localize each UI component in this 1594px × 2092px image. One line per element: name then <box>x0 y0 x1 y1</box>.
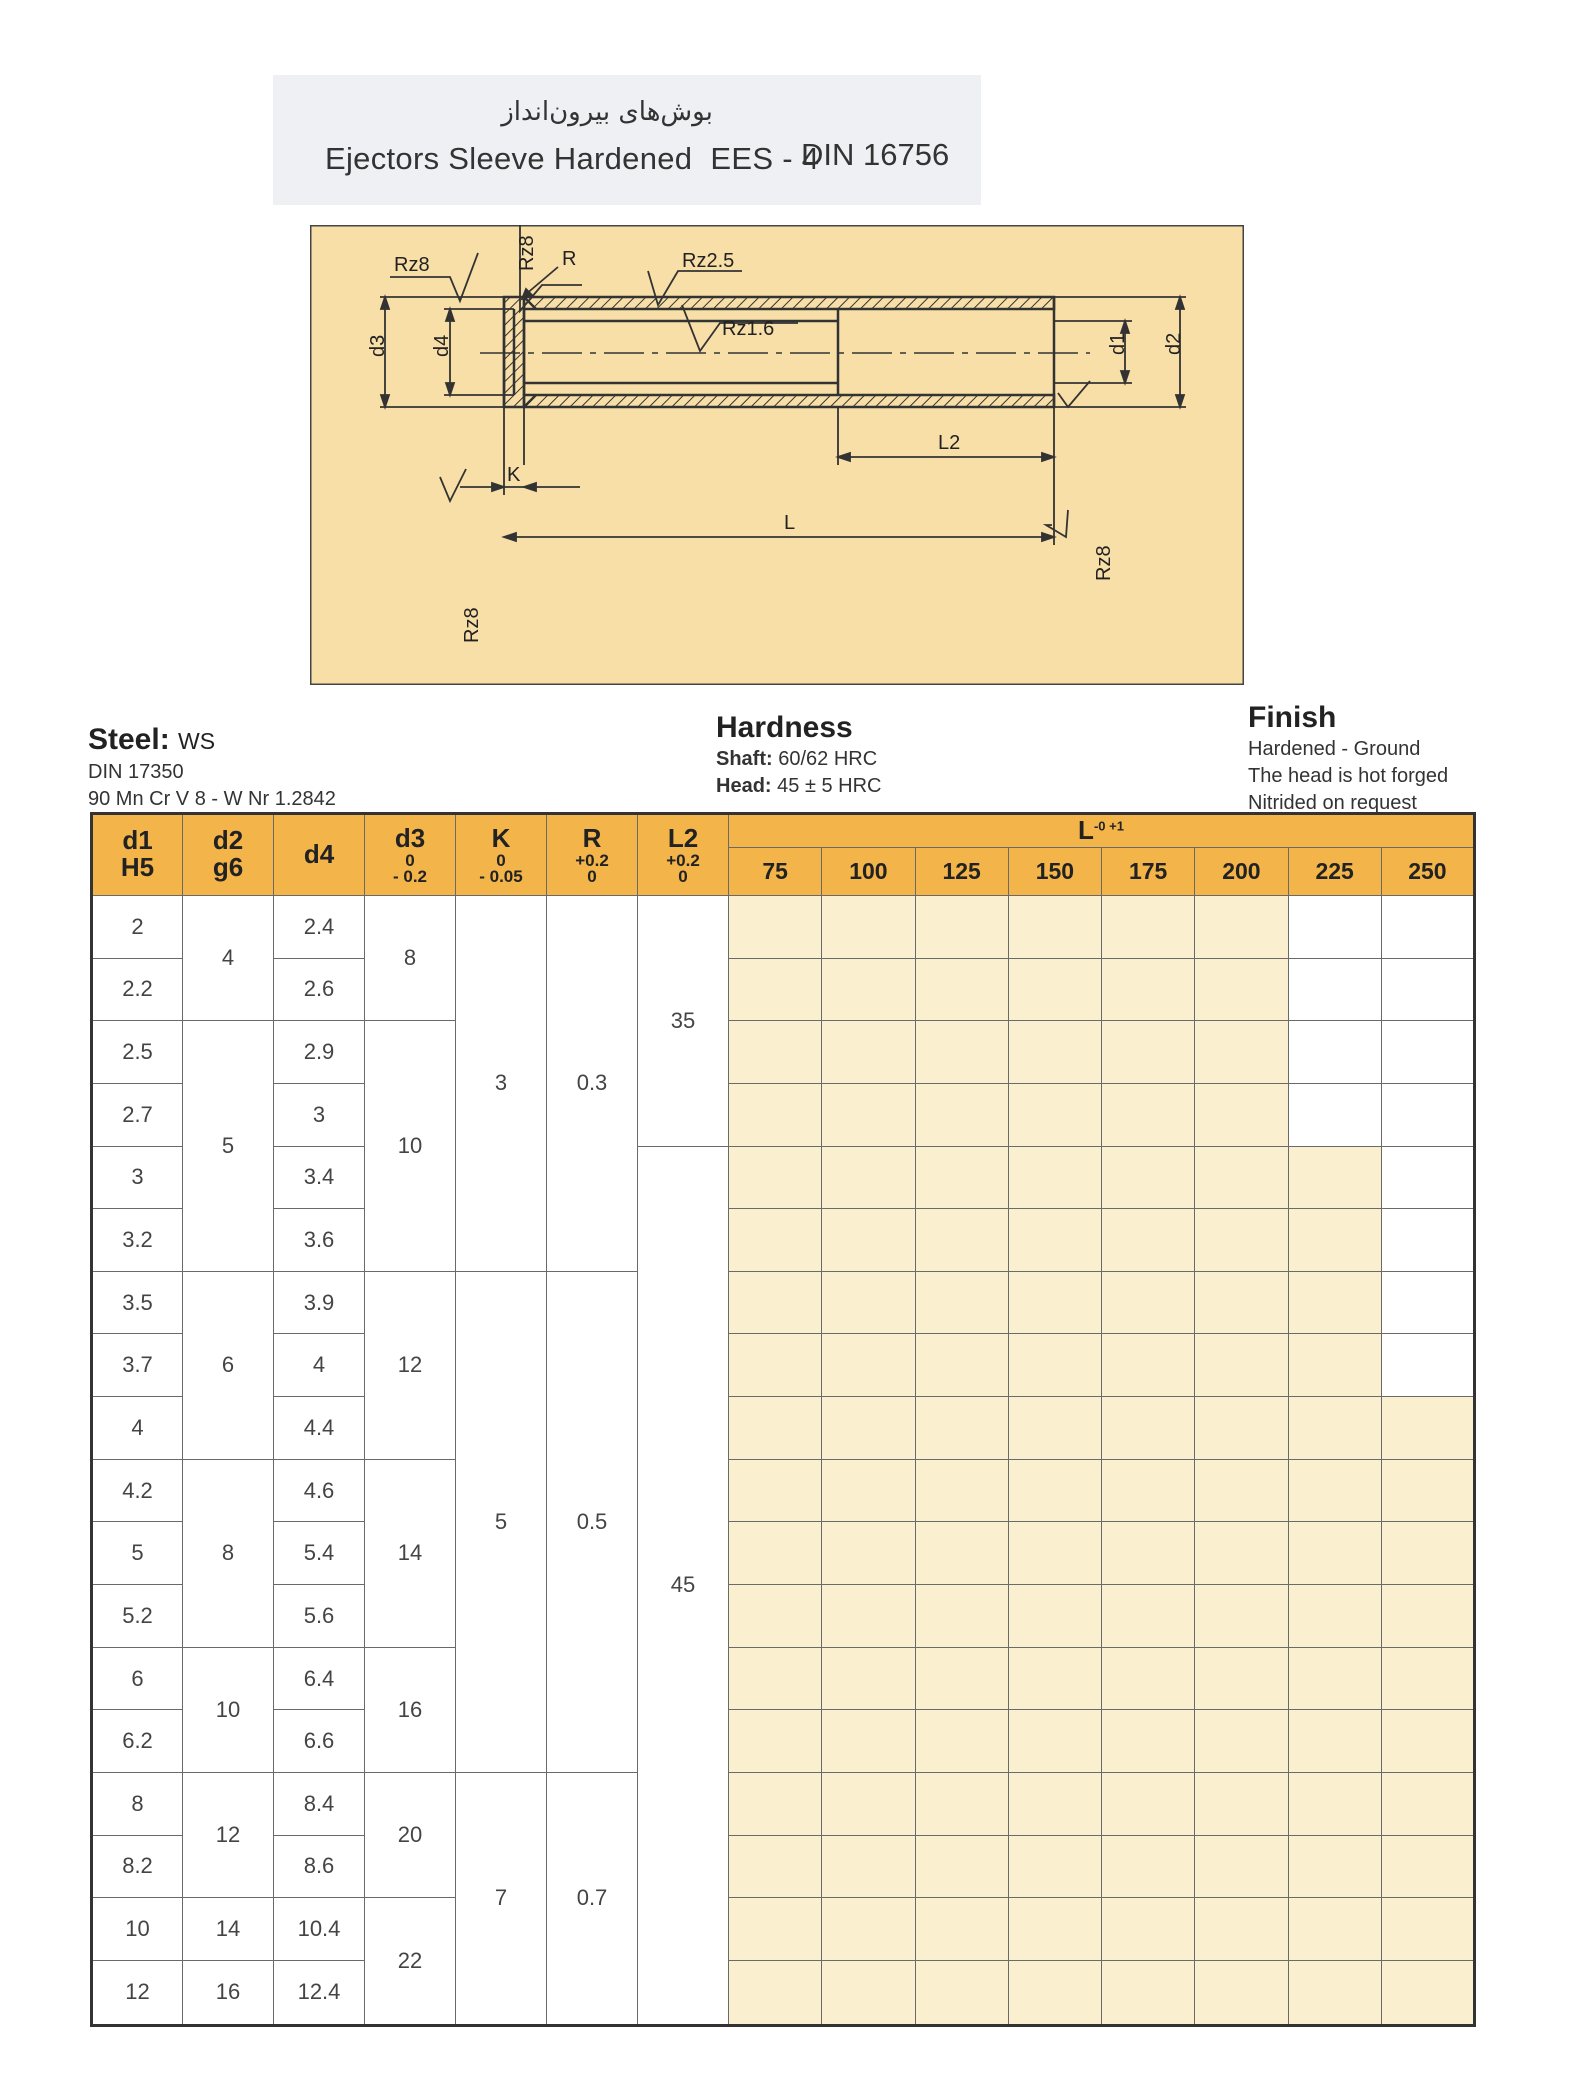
cell-length-250 <box>1381 1146 1474 1209</box>
cell-length-125 <box>915 1835 1008 1898</box>
cell-length-175 <box>1102 1772 1195 1835</box>
header-length-225: 225 <box>1288 848 1381 896</box>
cell-d4: 3.9 <box>274 1271 365 1334</box>
cell-d1: 2.5 <box>92 1021 183 1084</box>
cell-length-200 <box>1195 1835 1288 1898</box>
cell-d2: 10 <box>183 1647 274 1772</box>
label-rz8-bottom: Rz8 <box>461 607 483 643</box>
header-length-150: 150 <box>1008 848 1101 896</box>
hardness-label: Hardness <box>716 711 853 744</box>
cell-d4: 4.6 <box>274 1459 365 1522</box>
head-value: 45 ± 5 HRC <box>777 775 882 797</box>
table-row <box>92 1835 1475 1898</box>
table-row <box>92 1209 1475 1272</box>
cell-length-175 <box>1102 1459 1195 1522</box>
cell-length-150 <box>1008 1146 1101 1209</box>
cell-length-225 <box>1288 1271 1381 1334</box>
cell-length-200 <box>1195 1209 1288 1272</box>
cell-d4: 2.6 <box>274 958 365 1021</box>
hardness-spec <box>716 710 882 800</box>
cell-length-75 <box>729 1772 822 1835</box>
cell-d1: 3.2 <box>92 1209 183 1272</box>
steel-spec <box>88 722 336 813</box>
table-row <box>92 1710 1475 1773</box>
cell-length-225 <box>1288 1960 1381 2025</box>
cell-r: 0.7 <box>547 1772 638 2025</box>
cell-length-225 <box>1288 1334 1381 1397</box>
cell-length-100 <box>822 896 915 959</box>
finish-line: Hardened - Ground <box>1248 738 1421 760</box>
label-d3: d3 <box>367 334 389 357</box>
cell-d4: 5.6 <box>274 1585 365 1648</box>
cell-length-100 <box>822 1772 915 1835</box>
cell-d1: 6 <box>92 1647 183 1710</box>
cell-d2: 16 <box>183 1960 274 2025</box>
cell-length-175 <box>1102 1083 1195 1146</box>
cell-length-175 <box>1102 1209 1195 1272</box>
cell-length-250 <box>1381 1083 1474 1146</box>
cell-d4: 6.6 <box>274 1710 365 1773</box>
cell-d4: 8.4 <box>274 1772 365 1835</box>
cell-length-125 <box>915 1772 1008 1835</box>
cell-length-125 <box>915 1585 1008 1648</box>
cell-length-175 <box>1102 1146 1195 1209</box>
cell-length-250 <box>1381 1960 1474 2025</box>
cell-length-200 <box>1195 1585 1288 1648</box>
cell-length-100 <box>822 958 915 1021</box>
cell-d4: 3.4 <box>274 1146 365 1209</box>
cell-length-75 <box>729 1647 822 1710</box>
cell-length-175 <box>1102 1271 1195 1334</box>
cell-d1: 5 <box>92 1522 183 1585</box>
table-row <box>92 1585 1475 1648</box>
cell-length-250 <box>1381 1710 1474 1773</box>
cell-length-125 <box>915 1271 1008 1334</box>
cell-length-150 <box>1008 1209 1101 1272</box>
cell-length-150 <box>1008 1083 1101 1146</box>
label-d4: d4 <box>431 334 453 357</box>
header-d1: d1 H5 <box>92 814 183 896</box>
cell-length-125 <box>915 896 1008 959</box>
cell-length-75 <box>729 1146 822 1209</box>
cell-length-100 <box>822 1522 915 1585</box>
steel-din: DIN 17350 <box>88 761 184 783</box>
finish-line: The head is hot forged <box>1248 765 1449 787</box>
cell-length-125 <box>915 1397 1008 1460</box>
cell-length-75 <box>729 1898 822 1961</box>
cell-d2: 6 <box>183 1271 274 1459</box>
cell-d1: 5.2 <box>92 1585 183 1648</box>
cell-length-175 <box>1102 1710 1195 1773</box>
cell-length-175 <box>1102 1835 1195 1898</box>
cell-length-250 <box>1381 1898 1474 1961</box>
cell-d1: 4 <box>92 1397 183 1460</box>
cell-length-125 <box>915 1459 1008 1522</box>
cell-length-200 <box>1195 1083 1288 1146</box>
cell-length-250 <box>1381 1271 1474 1334</box>
cell-length-150 <box>1008 1772 1101 1835</box>
cell-length-100 <box>822 1021 915 1084</box>
table-row <box>92 1397 1475 1460</box>
cell-d1: 4.2 <box>92 1459 183 1522</box>
cell-d4: 2.9 <box>274 1021 365 1084</box>
cell-length-225 <box>1288 896 1381 959</box>
header-length-200: 200 <box>1195 848 1288 896</box>
cell-d4: 6.4 <box>274 1647 365 1710</box>
cell-length-150 <box>1008 1585 1101 1648</box>
label-rz25: Rz2.5 <box>682 250 735 272</box>
table-row <box>92 1334 1475 1397</box>
cell-length-225 <box>1288 1397 1381 1460</box>
title-product-name: Ejectors Sleeve Hardened <box>325 141 693 176</box>
cell-length-200 <box>1195 1397 1288 1460</box>
cell-length-200 <box>1195 1146 1288 1209</box>
cell-length-225 <box>1288 1647 1381 1710</box>
steel-material: 90 Mn Cr V 8 - W Nr 1.2842 <box>88 788 336 810</box>
label-l2: L2 <box>938 432 961 454</box>
cell-length-200 <box>1195 1271 1288 1334</box>
cell-d2: 8 <box>183 1459 274 1647</box>
cell-length-200 <box>1195 1334 1288 1397</box>
cell-length-225 <box>1288 1021 1381 1084</box>
finish-line: Nitrided on request <box>1248 792 1417 814</box>
cell-length-75 <box>729 1397 822 1460</box>
cell-length-125 <box>915 1209 1008 1272</box>
cell-length-100 <box>822 1083 915 1146</box>
table-row <box>92 1146 1475 1209</box>
cell-d1: 2 <box>92 896 183 959</box>
label-d1: d1 <box>1107 332 1129 355</box>
label-r: R <box>562 248 577 270</box>
cell-length-75 <box>729 1710 822 1773</box>
table-row <box>92 896 1475 959</box>
cell-length-75 <box>729 1083 822 1146</box>
cell-d1: 6.2 <box>92 1710 183 1773</box>
cell-length-200 <box>1195 1772 1288 1835</box>
cell-d1: 3.7 <box>92 1334 183 1397</box>
cell-length-100 <box>822 1271 915 1334</box>
cell-length-125 <box>915 1146 1008 1209</box>
cell-d2: 12 <box>183 1772 274 1897</box>
shaft-value: 60/62 HRC <box>778 748 878 770</box>
cell-length-250 <box>1381 1772 1474 1835</box>
cell-d3: 8 <box>365 896 456 1021</box>
cell-d4: 2.4 <box>274 896 365 959</box>
cell-length-200 <box>1195 1960 1288 2025</box>
table-row <box>92 1898 1475 1961</box>
title-product-code: EES - 4 <box>710 141 820 176</box>
cell-length-125 <box>915 1898 1008 1961</box>
cell-length-150 <box>1008 1021 1101 1084</box>
cell-l2: 45 <box>638 1146 729 2025</box>
header-k: K 0 - 0.05 <box>456 814 547 896</box>
cell-length-250 <box>1381 1459 1474 1522</box>
cell-length-75 <box>729 1271 822 1334</box>
cell-d4: 3 <box>274 1083 365 1146</box>
cell-length-250 <box>1381 1209 1474 1272</box>
cell-length-225 <box>1288 1522 1381 1585</box>
cell-length-200 <box>1195 896 1288 959</box>
cell-length-75 <box>729 1960 822 2025</box>
cell-length-200 <box>1195 1898 1288 1961</box>
cell-length-75 <box>729 958 822 1021</box>
label-rz8-top: Rz8 <box>516 235 538 271</box>
cell-length-75 <box>729 896 822 959</box>
cell-d1: 8 <box>92 1772 183 1835</box>
cell-length-100 <box>822 1710 915 1773</box>
cell-length-225 <box>1288 1710 1381 1773</box>
cell-length-150 <box>1008 1271 1101 1334</box>
table-row <box>92 1522 1475 1585</box>
cell-length-125 <box>915 1334 1008 1397</box>
cell-d1: 2.2 <box>92 958 183 1021</box>
cell-length-75 <box>729 1021 822 1084</box>
cell-length-225 <box>1288 958 1381 1021</box>
steel-grade: WS <box>178 728 216 754</box>
technical-drawing <box>310 225 1244 685</box>
cell-length-250 <box>1381 958 1474 1021</box>
header-length-125: 125 <box>915 848 1008 896</box>
cell-length-250 <box>1381 1585 1474 1648</box>
label-k: K <box>507 464 521 486</box>
cell-length-200 <box>1195 1522 1288 1585</box>
cell-d3: 22 <box>365 1898 456 2026</box>
cell-d2: 5 <box>183 1021 274 1272</box>
finish-spec <box>1248 700 1448 817</box>
cell-length-225 <box>1288 1585 1381 1648</box>
title-farsi: بوش‌های بیرون‌انداز <box>501 97 713 127</box>
cell-length-200 <box>1195 1710 1288 1773</box>
cell-d1: 10 <box>92 1898 183 1961</box>
cell-length-100 <box>822 1397 915 1460</box>
label-d2: d2 <box>1163 332 1185 355</box>
cell-length-175 <box>1102 958 1195 1021</box>
header-length-100: 100 <box>822 848 915 896</box>
header-d2: d2 g6 <box>183 814 274 896</box>
cell-length-250 <box>1381 1522 1474 1585</box>
cell-d4: 3.6 <box>274 1209 365 1272</box>
cell-length-150 <box>1008 958 1101 1021</box>
cell-length-125 <box>915 1647 1008 1710</box>
cell-k: 3 <box>456 896 547 1272</box>
cell-length-250 <box>1381 1397 1474 1460</box>
cell-length-150 <box>1008 896 1101 959</box>
header-l2: L2 +0.2 0 <box>638 814 729 896</box>
steel-label: Steel: <box>88 723 170 756</box>
header-length-250: 250 <box>1381 848 1474 896</box>
cell-d3: 20 <box>365 1772 456 1897</box>
header-d4: d4 <box>274 814 365 896</box>
cell-d1: 3 <box>92 1146 183 1209</box>
cell-r: 0.5 <box>547 1271 638 1772</box>
cell-d3: 12 <box>365 1271 456 1459</box>
cell-length-250 <box>1381 1835 1474 1898</box>
table-row <box>92 1271 1475 1334</box>
table-row <box>92 1647 1475 1710</box>
label-rz8-left: Rz8 <box>394 254 430 276</box>
title-box <box>273 75 981 205</box>
cell-length-125 <box>915 1083 1008 1146</box>
header-r: R +0.2 0 <box>547 814 638 896</box>
cell-length-100 <box>822 1835 915 1898</box>
cell-d3: 16 <box>365 1647 456 1772</box>
cell-length-175 <box>1102 1522 1195 1585</box>
cell-length-175 <box>1102 1647 1195 1710</box>
cell-length-100 <box>822 1209 915 1272</box>
cell-length-150 <box>1008 1898 1101 1961</box>
cell-length-100 <box>822 1146 915 1209</box>
table-row <box>92 1459 1475 1522</box>
shaft-label: Shaft: <box>716 748 773 770</box>
cell-length-225 <box>1288 1209 1381 1272</box>
cell-length-225 <box>1288 1835 1381 1898</box>
cell-d2: 14 <box>183 1898 274 1961</box>
cell-length-75 <box>729 1334 822 1397</box>
cell-k: 7 <box>456 1772 547 2025</box>
cell-length-100 <box>822 1960 915 2025</box>
cell-length-200 <box>1195 1021 1288 1084</box>
cell-length-125 <box>915 1021 1008 1084</box>
table-row <box>92 958 1475 1021</box>
cell-length-150 <box>1008 1647 1101 1710</box>
cell-length-250 <box>1381 1021 1474 1084</box>
cell-length-225 <box>1288 1459 1381 1522</box>
cell-length-100 <box>822 1647 915 1710</box>
cell-d1: 12 <box>92 1960 183 2025</box>
cell-length-100 <box>822 1898 915 1961</box>
cell-d3: 10 <box>365 1021 456 1272</box>
cell-length-75 <box>729 1459 822 1522</box>
cell-d4: 4.4 <box>274 1397 365 1460</box>
cell-length-225 <box>1288 1146 1381 1209</box>
cell-length-175 <box>1102 1898 1195 1961</box>
cell-length-150 <box>1008 1960 1101 2025</box>
header-length-175: 175 <box>1102 848 1195 896</box>
table-row <box>92 1021 1475 1084</box>
cell-length-150 <box>1008 1710 1101 1773</box>
label-rz16: Rz1.6 <box>722 318 775 340</box>
cell-length-250 <box>1381 896 1474 959</box>
cell-length-125 <box>915 1960 1008 2025</box>
cell-length-225 <box>1288 1898 1381 1961</box>
cell-length-175 <box>1102 1397 1195 1460</box>
cell-k: 5 <box>456 1271 547 1772</box>
cell-r: 0.3 <box>547 896 638 1272</box>
cell-length-150 <box>1008 1334 1101 1397</box>
cell-length-175 <box>1102 1960 1195 2025</box>
cell-length-150 <box>1008 1835 1101 1898</box>
cell-length-125 <box>915 1522 1008 1585</box>
title-din: DIN 16756 <box>801 137 950 172</box>
cell-length-75 <box>729 1522 822 1585</box>
cell-d1: 3.5 <box>92 1271 183 1334</box>
cell-length-125 <box>915 958 1008 1021</box>
cell-length-225 <box>1288 1083 1381 1146</box>
head-label: Head: <box>716 775 772 797</box>
cell-d4: 5.4 <box>274 1522 365 1585</box>
cell-length-75 <box>729 1209 822 1272</box>
cell-length-175 <box>1102 1021 1195 1084</box>
cell-length-75 <box>729 1835 822 1898</box>
cell-length-200 <box>1195 958 1288 1021</box>
cell-length-150 <box>1008 1522 1101 1585</box>
cell-length-100 <box>822 1459 915 1522</box>
cell-length-100 <box>822 1585 915 1648</box>
header-d3: d3 0 - 0.2 <box>365 814 456 896</box>
cell-length-175 <box>1102 896 1195 959</box>
header-l: $L^{-0 +1}$ <box>729 814 1475 848</box>
cell-length-225 <box>1288 1772 1381 1835</box>
cell-length-200 <box>1195 1647 1288 1710</box>
title-english <box>325 141 819 177</box>
cell-length-200 <box>1195 1459 1288 1522</box>
table-row <box>92 1960 1475 2025</box>
drawing-background <box>310 225 1244 685</box>
cell-d4: 8.6 <box>274 1835 365 1898</box>
table-row <box>92 1083 1475 1146</box>
cell-l2: 35 <box>638 896 729 1147</box>
cell-d2: 4 <box>183 896 274 1021</box>
cell-d1: 8.2 <box>92 1835 183 1898</box>
cell-length-100 <box>822 1334 915 1397</box>
cell-d4: 4 <box>274 1334 365 1397</box>
cell-length-75 <box>729 1585 822 1648</box>
cell-length-150 <box>1008 1459 1101 1522</box>
finish-label: Finish <box>1248 701 1337 734</box>
cell-length-250 <box>1381 1334 1474 1397</box>
cell-d4: 12.4 <box>274 1960 365 2025</box>
cell-d1: 2.7 <box>92 1083 183 1146</box>
dimension-table <box>90 812 1476 2027</box>
cell-length-175 <box>1102 1334 1195 1397</box>
cell-length-125 <box>915 1710 1008 1773</box>
cell-length-250 <box>1381 1647 1474 1710</box>
cell-d3: 14 <box>365 1459 456 1647</box>
label-l: L <box>784 512 796 534</box>
cell-length-150 <box>1008 1397 1101 1460</box>
cell-d4: 10.4 <box>274 1898 365 1961</box>
label-rz8-right: Rz8 <box>1093 545 1115 581</box>
dimension-table-wrap <box>90 812 1476 2027</box>
table-row <box>92 1772 1475 1835</box>
cell-length-175 <box>1102 1585 1195 1648</box>
header-length-75: 75 <box>729 848 822 896</box>
